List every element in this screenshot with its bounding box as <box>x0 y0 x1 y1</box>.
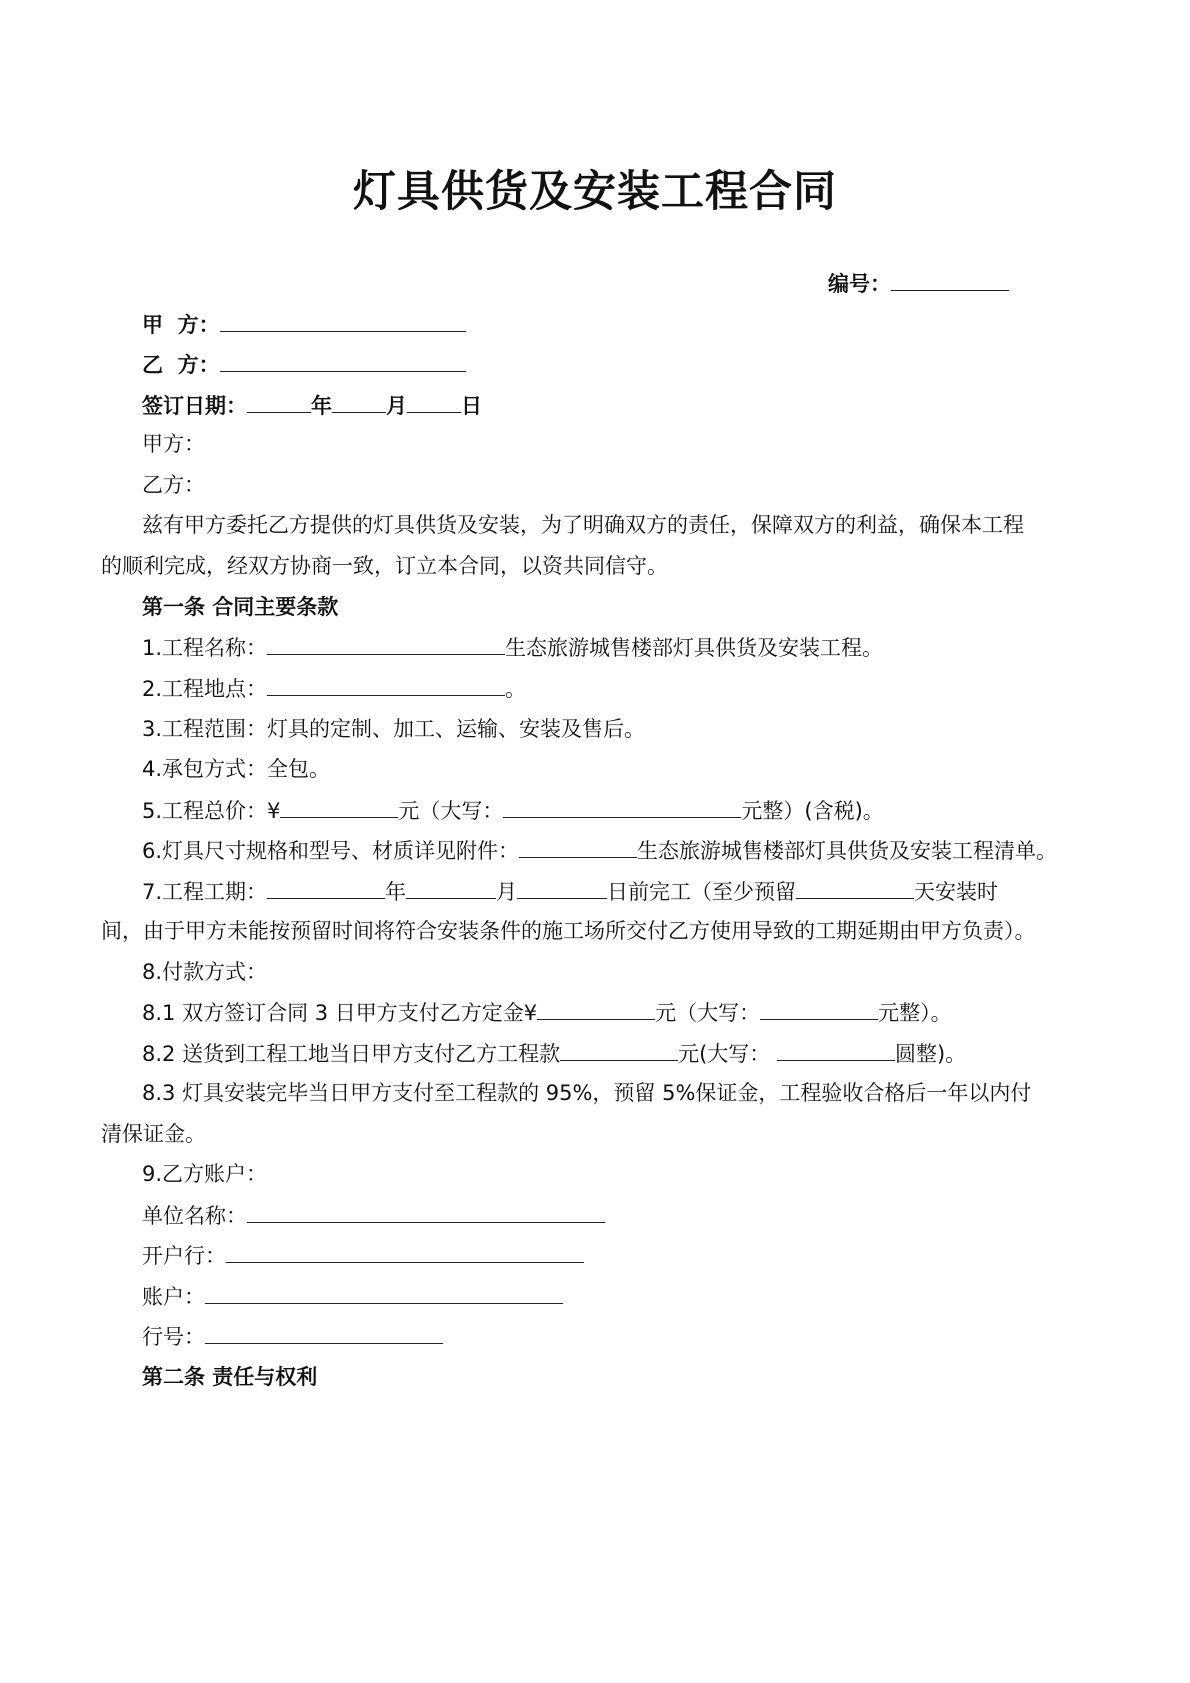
item-7-label: 7.工程工期： <box>142 880 268 904</box>
sign-year-unit: 年 <box>311 394 332 418</box>
party-a-row <box>142 309 466 340</box>
item-7-month: 月 <box>496 880 518 904</box>
item-1-row <box>142 632 883 663</box>
unit-name-field[interactable] <box>247 1200 605 1223</box>
item-5-suffix: 元整）(含税)。 <box>741 799 884 823</box>
item-7-suffix: 天安装时 <box>914 880 999 904</box>
item-8-2-suffix: 圆整)。 <box>894 1042 967 1066</box>
item-7-row <box>142 876 998 907</box>
bank-label: 开户行： <box>142 1244 226 1268</box>
item-3: 3.工程范围：灯具的定制、加工、运输、安装及售后。 <box>142 717 646 741</box>
item-6-label: 6.灯具尺寸规格和型号、材质详见附件： <box>142 839 520 863</box>
party-a-field[interactable] <box>220 309 466 332</box>
item-1-suffix: 生态旅游城售楼部灯具供货及安装工程。 <box>505 636 884 660</box>
item-8-2-label: 8.2 送货到工程工地当日甲方支付乙方工程款 <box>142 1042 561 1066</box>
article-1-heading: 第一条 合同主要条款 <box>142 595 339 619</box>
project-name-field[interactable] <box>267 632 505 655</box>
party-b-label: 乙 方： <box>142 353 220 377</box>
unit-name-label: 单位名称： <box>142 1204 247 1228</box>
document-title: 灯具供货及安装工程合同 <box>353 167 837 217</box>
bank-number-label: 行号： <box>142 1325 205 1349</box>
item-6-row <box>142 835 1057 866</box>
party-a-label: 甲 方： <box>142 313 220 337</box>
item-1-label: 1.工程名称： <box>142 636 268 660</box>
item-8-1-row <box>142 997 952 1028</box>
intro-line-2: 的顺利完成，经双方协商一致，订立本合同，以资共同信守。 <box>101 554 668 578</box>
account-label: 账户： <box>142 1285 205 1309</box>
sign-day-unit: 日 <box>461 394 482 418</box>
bank-row <box>142 1240 584 1271</box>
party-a-plain: 甲方： <box>142 432 205 456</box>
delivery-payment-field[interactable] <box>560 1038 678 1061</box>
item-5-mid: 元（大写： <box>398 799 504 823</box>
item-4: 4.承包方式：全包。 <box>142 757 331 781</box>
total-price-words-field[interactable] <box>503 795 741 818</box>
item-7-year: 年 <box>385 880 407 904</box>
party-b-field[interactable] <box>220 349 466 372</box>
item-8-3-line-1: 8.3 灯具安装完毕当日甲方支付至工程款的 95%，预留 5%保证金，工程验收合格后一年以内付 <box>142 1081 1032 1105</box>
deposit-field[interactable] <box>537 997 655 1020</box>
sign-day-field[interactable] <box>407 390 461 413</box>
item-8-1-suffix: 元整）。 <box>878 1001 952 1025</box>
contract-number-field[interactable] <box>891 268 1009 291</box>
deadline-day-field[interactable] <box>517 876 607 899</box>
bank-number-row <box>142 1321 443 1352</box>
item-5-row <box>142 795 884 826</box>
item-8-1-mid: 元（大写： <box>655 1001 761 1025</box>
delivery-payment-words-field[interactable] <box>777 1038 895 1061</box>
sign-date-label: 签订日期： <box>142 394 247 418</box>
account-field[interactable] <box>205 1281 563 1304</box>
sign-date-row <box>142 390 482 421</box>
sign-month-unit: 月 <box>386 394 407 418</box>
item-8-3-line-2: 清保证金。 <box>101 1122 206 1146</box>
intro-line-1: 兹有甲方委托乙方提供的灯具供货及安装，为了明确双方的责任，保障双方的利益，确保本工程 <box>142 513 1024 537</box>
deadline-month-field[interactable] <box>406 876 496 899</box>
item-8: 8.付款方式： <box>142 960 268 984</box>
bank-number-field[interactable] <box>205 1321 443 1344</box>
item-7-line-2: 间，由于甲方未能按预留时间将符合安装条件的施工场所交付乙方使用导致的工期延期由甲方负责）。 <box>101 919 1036 943</box>
item-6-suffix: 生态旅游城售楼部灯具供货及安装工程清单。 <box>637 839 1058 863</box>
project-location-field[interactable] <box>267 673 505 696</box>
item-8-2-mid: 元(大写： <box>678 1042 777 1066</box>
item-2-suffix: 。 <box>505 677 527 701</box>
total-price-field[interactable] <box>280 795 398 818</box>
contract-number-label: 编号： <box>828 272 891 296</box>
item-7-day-text: 日前完工（至少预留 <box>607 880 797 904</box>
item-2-label: 2.工程地点： <box>142 677 268 701</box>
item-8-2-row <box>142 1038 966 1069</box>
item-5-label: 5.工程总价：¥ <box>142 799 281 823</box>
deposit-words-field[interactable] <box>760 997 878 1020</box>
article-2-heading: 第二条 责任与权利 <box>142 1365 318 1389</box>
attachment-field[interactable] <box>519 835 637 858</box>
item-9: 9.乙方账户： <box>142 1162 268 1186</box>
unit-name-row <box>142 1200 605 1231</box>
item-2-row <box>142 673 526 704</box>
sign-year-field[interactable] <box>247 390 311 413</box>
install-days-field[interactable] <box>796 876 914 899</box>
contract-number-row <box>828 268 1009 299</box>
party-b-row <box>142 349 466 380</box>
deadline-year-field[interactable] <box>267 876 385 899</box>
party-b-plain: 乙方： <box>142 473 205 497</box>
account-row <box>142 1281 563 1312</box>
sign-month-field[interactable] <box>332 390 386 413</box>
bank-field[interactable] <box>226 1240 584 1263</box>
item-8-1-label: 8.1 双方签订合同 3 日甲方支付乙方定金¥ <box>142 1001 538 1025</box>
